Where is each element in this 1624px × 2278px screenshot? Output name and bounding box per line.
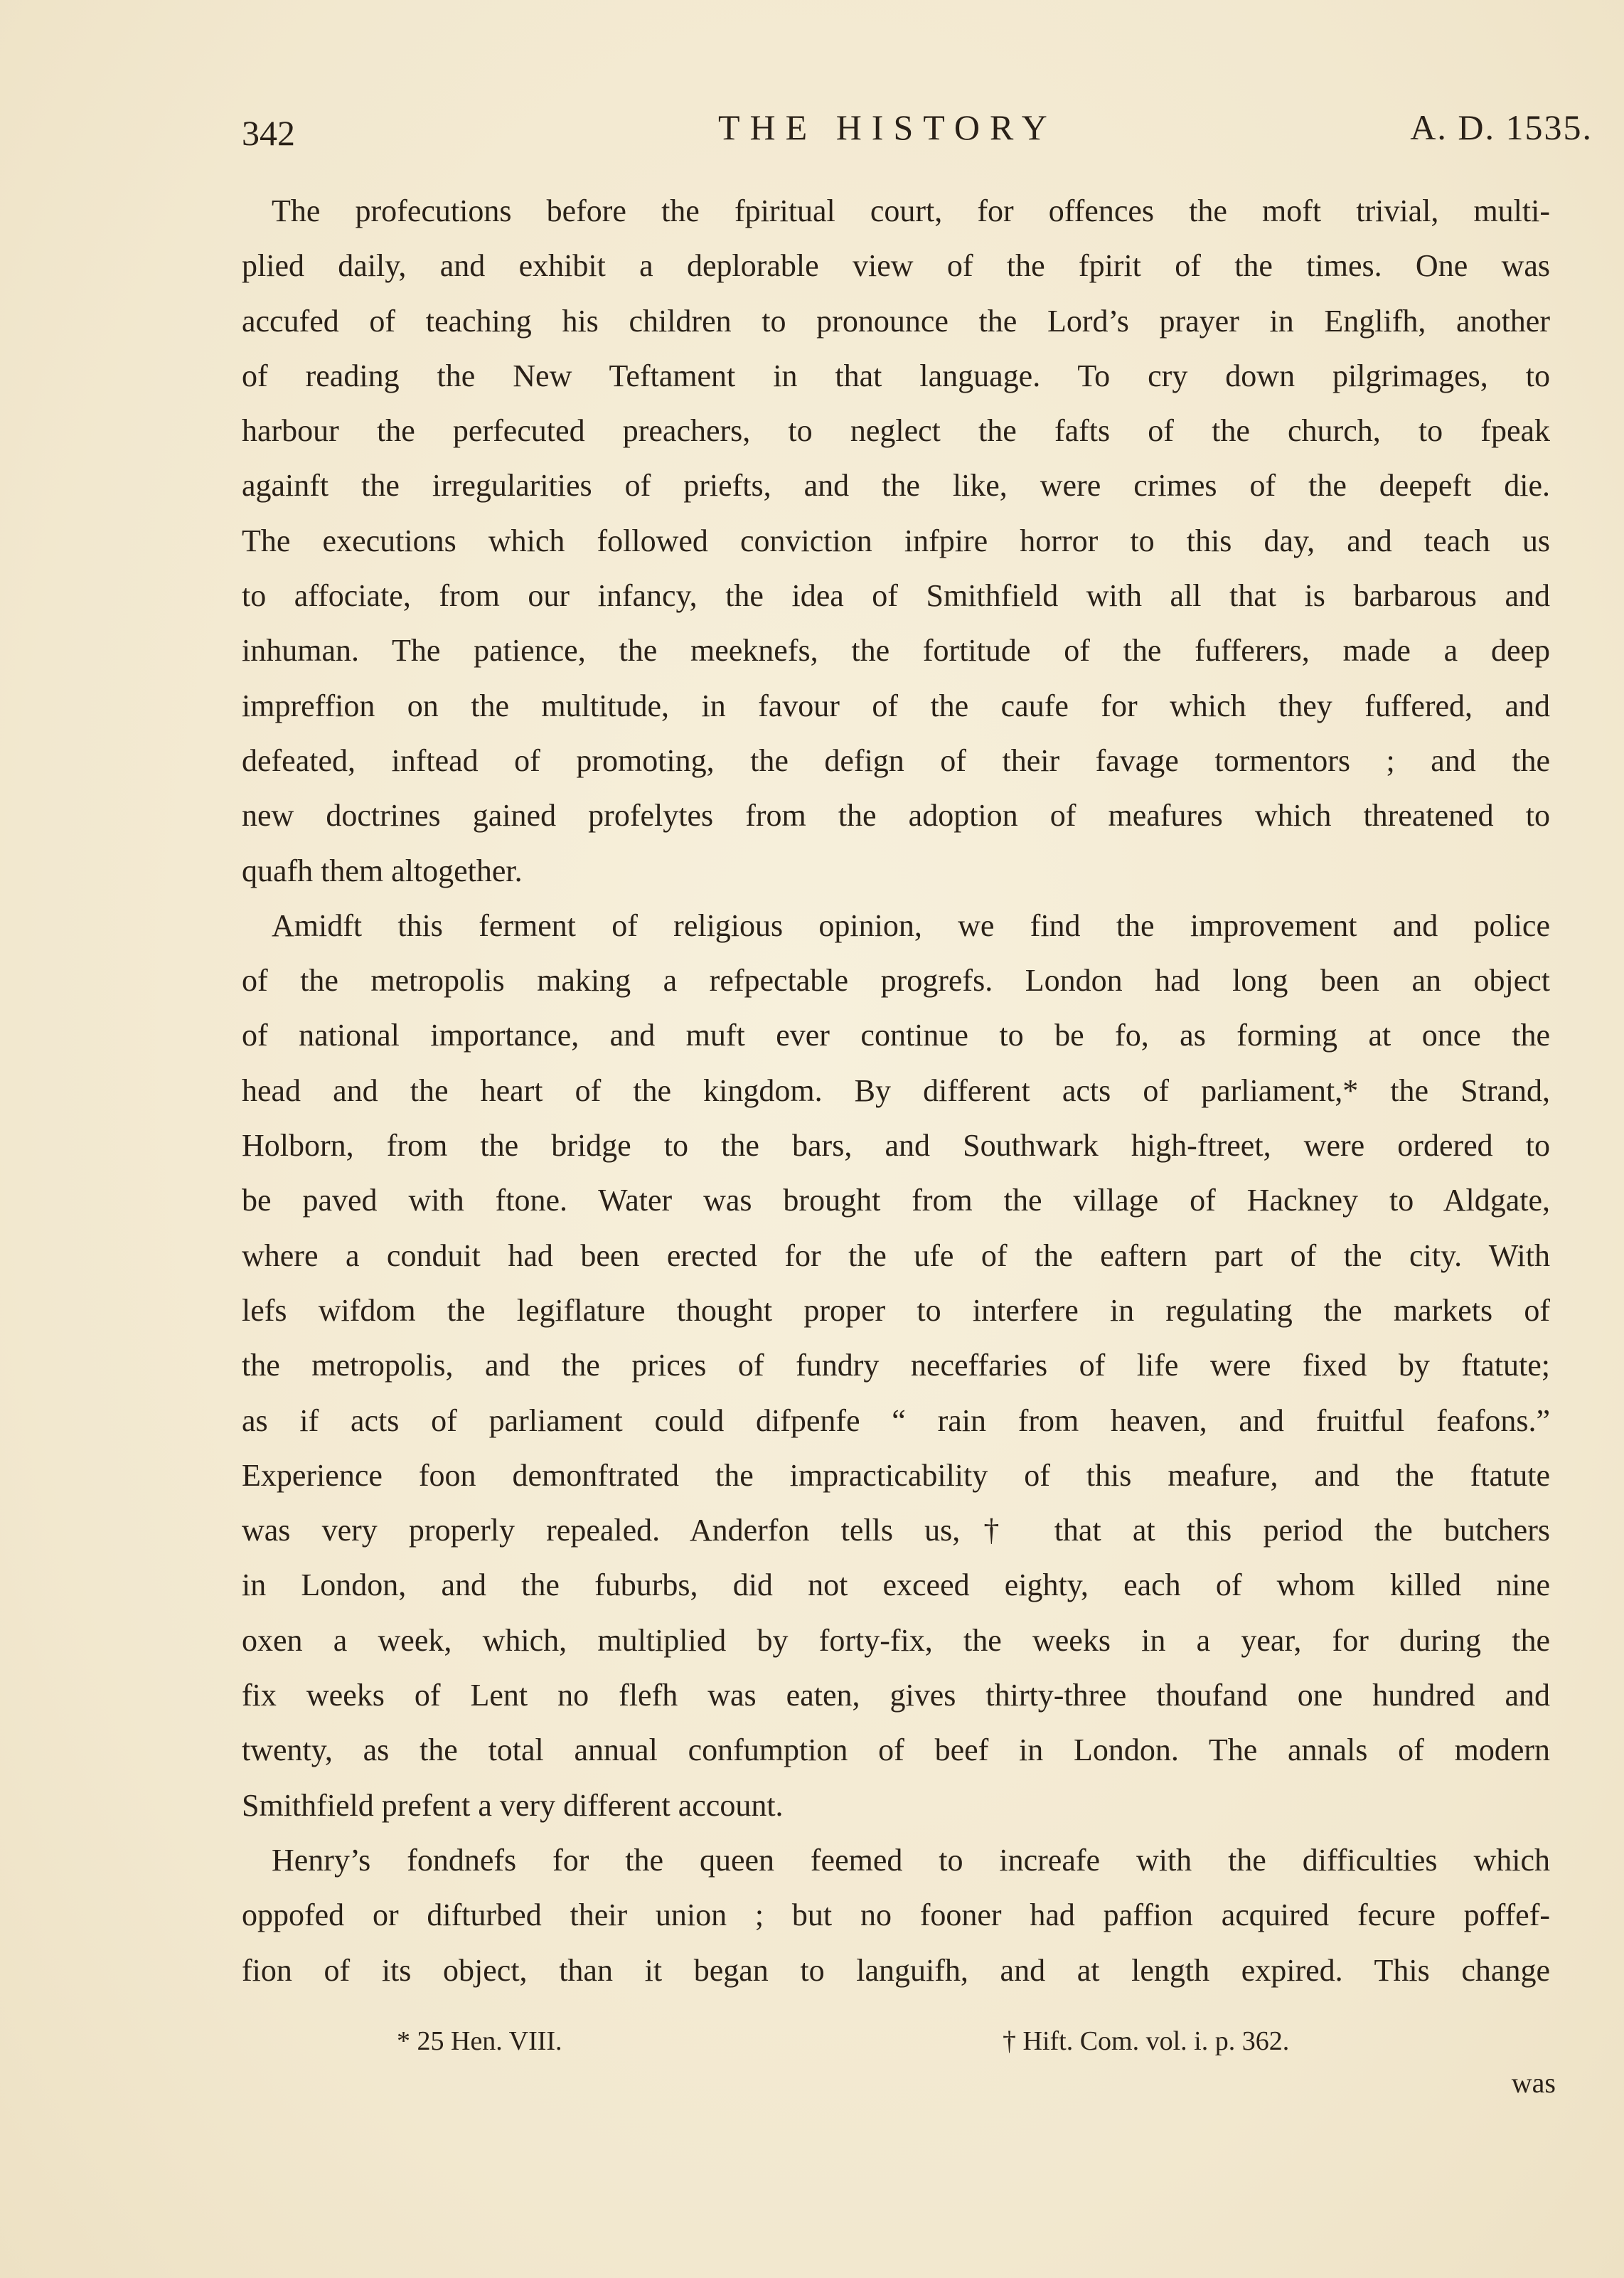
footnote-dagger: † Hift. Com. vol. i. p. 362. bbox=[1003, 2026, 1290, 2056]
text-line: fix weeks of Lent no flefh was eaten, gives thirty-three thoufand one hundred and bbox=[242, 1678, 1550, 1713]
text-line: plied daily, and exhibit a deplorable view of the fpirit of the times. One was bbox=[242, 248, 1550, 284]
text-line: accufed of teaching his children to pronounce the Lord’s prayer in Englifh, another bbox=[242, 303, 1550, 339]
footnote-star: * 25 Hen. VIII. bbox=[397, 2026, 562, 2056]
text-line: Amidft this ferment of religious opinion, we find the improvement and police bbox=[272, 908, 1550, 943]
text-line: oxen a week, which, multiplied by forty-fix, the weeks in a year, for during the bbox=[242, 1622, 1550, 1658]
text-line: againft the irregularities of priefts, and the like, were crimes of the deepeft die. bbox=[242, 468, 1550, 504]
text-line: of the metropolis making a refpectable progrefs. London had long been an object bbox=[242, 963, 1550, 999]
text-line: as if acts of parliament could difpenfe “ rain from heaven, and fruitful feafons.” bbox=[242, 1403, 1550, 1438]
text-line: to affociate, from our infancy, the idea of Smithfield with all that is barbarous and bbox=[242, 578, 1550, 614]
text-line: in London, and the fuburbs, did not exceed eighty, each of whom killed nine bbox=[242, 1568, 1550, 1603]
text-line: The executions which followed conviction infpire horror to this day, and teach us bbox=[242, 523, 1550, 558]
text-line: Smithfield prefent a very different account. bbox=[242, 1787, 784, 1823]
text-line: harbour the perfecuted preachers, to neglect the fafts of the church, to fpeak bbox=[242, 413, 1550, 449]
text-line: impreffion on the multitude, in favour of the caufe for which they fuffered, and bbox=[242, 688, 1550, 723]
text-line: of national importance, and muft ever continue to be fo, as forming at once the bbox=[242, 1018, 1550, 1053]
text-line: Experience foon demonftrated the impracticability of this meafure, and the ftatute bbox=[242, 1457, 1550, 1493]
text-line: of reading the New Teftament in that language. To cry down pilgrimages, to bbox=[242, 358, 1550, 393]
text-line: be paved with ftone. Water was brought from the village of Hackney to Aldgate, bbox=[242, 1183, 1550, 1218]
text-line: head and the heart of the kingdom. By different acts of parliament,* the Strand, bbox=[242, 1073, 1550, 1108]
text-line: oppofed or difturbed their union ; but no fooner had paffion acquired fecure poffef- bbox=[242, 1898, 1550, 1933]
text-line: where a conduit had been erected for the ufe of the eaftern part of the city. With bbox=[242, 1238, 1550, 1273]
text-line: new doctrines gained profelytes from the adoption of meafures which threatened to bbox=[242, 798, 1550, 834]
running-header bbox=[242, 107, 1593, 156]
text-line: The profecutions before the fpiritual court, for offences the moft trivial, multi- bbox=[272, 193, 1550, 228]
text-line: quafh them altogether. bbox=[242, 853, 523, 888]
text-line: fion of its object, than it began to languifh, and at length expired. This change bbox=[242, 1952, 1550, 1988]
text-line: defeated, inftead of promoting, the defign of their favage tormentors ; and the bbox=[242, 743, 1550, 778]
text-line: lefs wifdom the legiflature thought proper to interfere in regulating the markets of bbox=[242, 1292, 1550, 1328]
text-line: Henry’s fondnefs for the queen feemed to increafe with the difficulties which bbox=[272, 1842, 1550, 1878]
text-line: Holborn, from the bridge to the bars, and Southwark high-ftreet, were ordered to bbox=[242, 1128, 1550, 1164]
body-text bbox=[242, 183, 1550, 1998]
catchword: was bbox=[1511, 2067, 1556, 2099]
year-marker: A. D. 1535. bbox=[1410, 107, 1593, 147]
text-line: the metropolis, and the prices of fundry neceffaries of life were fixed by ftatute; bbox=[242, 1348, 1550, 1383]
footnotes bbox=[242, 2026, 1550, 2075]
text-line: was very properly repealed. Anderfon tells us,† that at this period the butchers bbox=[242, 1513, 1550, 1548]
text-line: twenty, as the total annual confumption of beef in London. The annals of modern bbox=[242, 1733, 1550, 1768]
running-title: THE HISTORY bbox=[718, 107, 1057, 147]
text-line: inhuman. The patience, the meeknefs, the fortitude of the fufferers, made a deep bbox=[242, 633, 1550, 669]
page-number: 342 bbox=[242, 113, 295, 153]
